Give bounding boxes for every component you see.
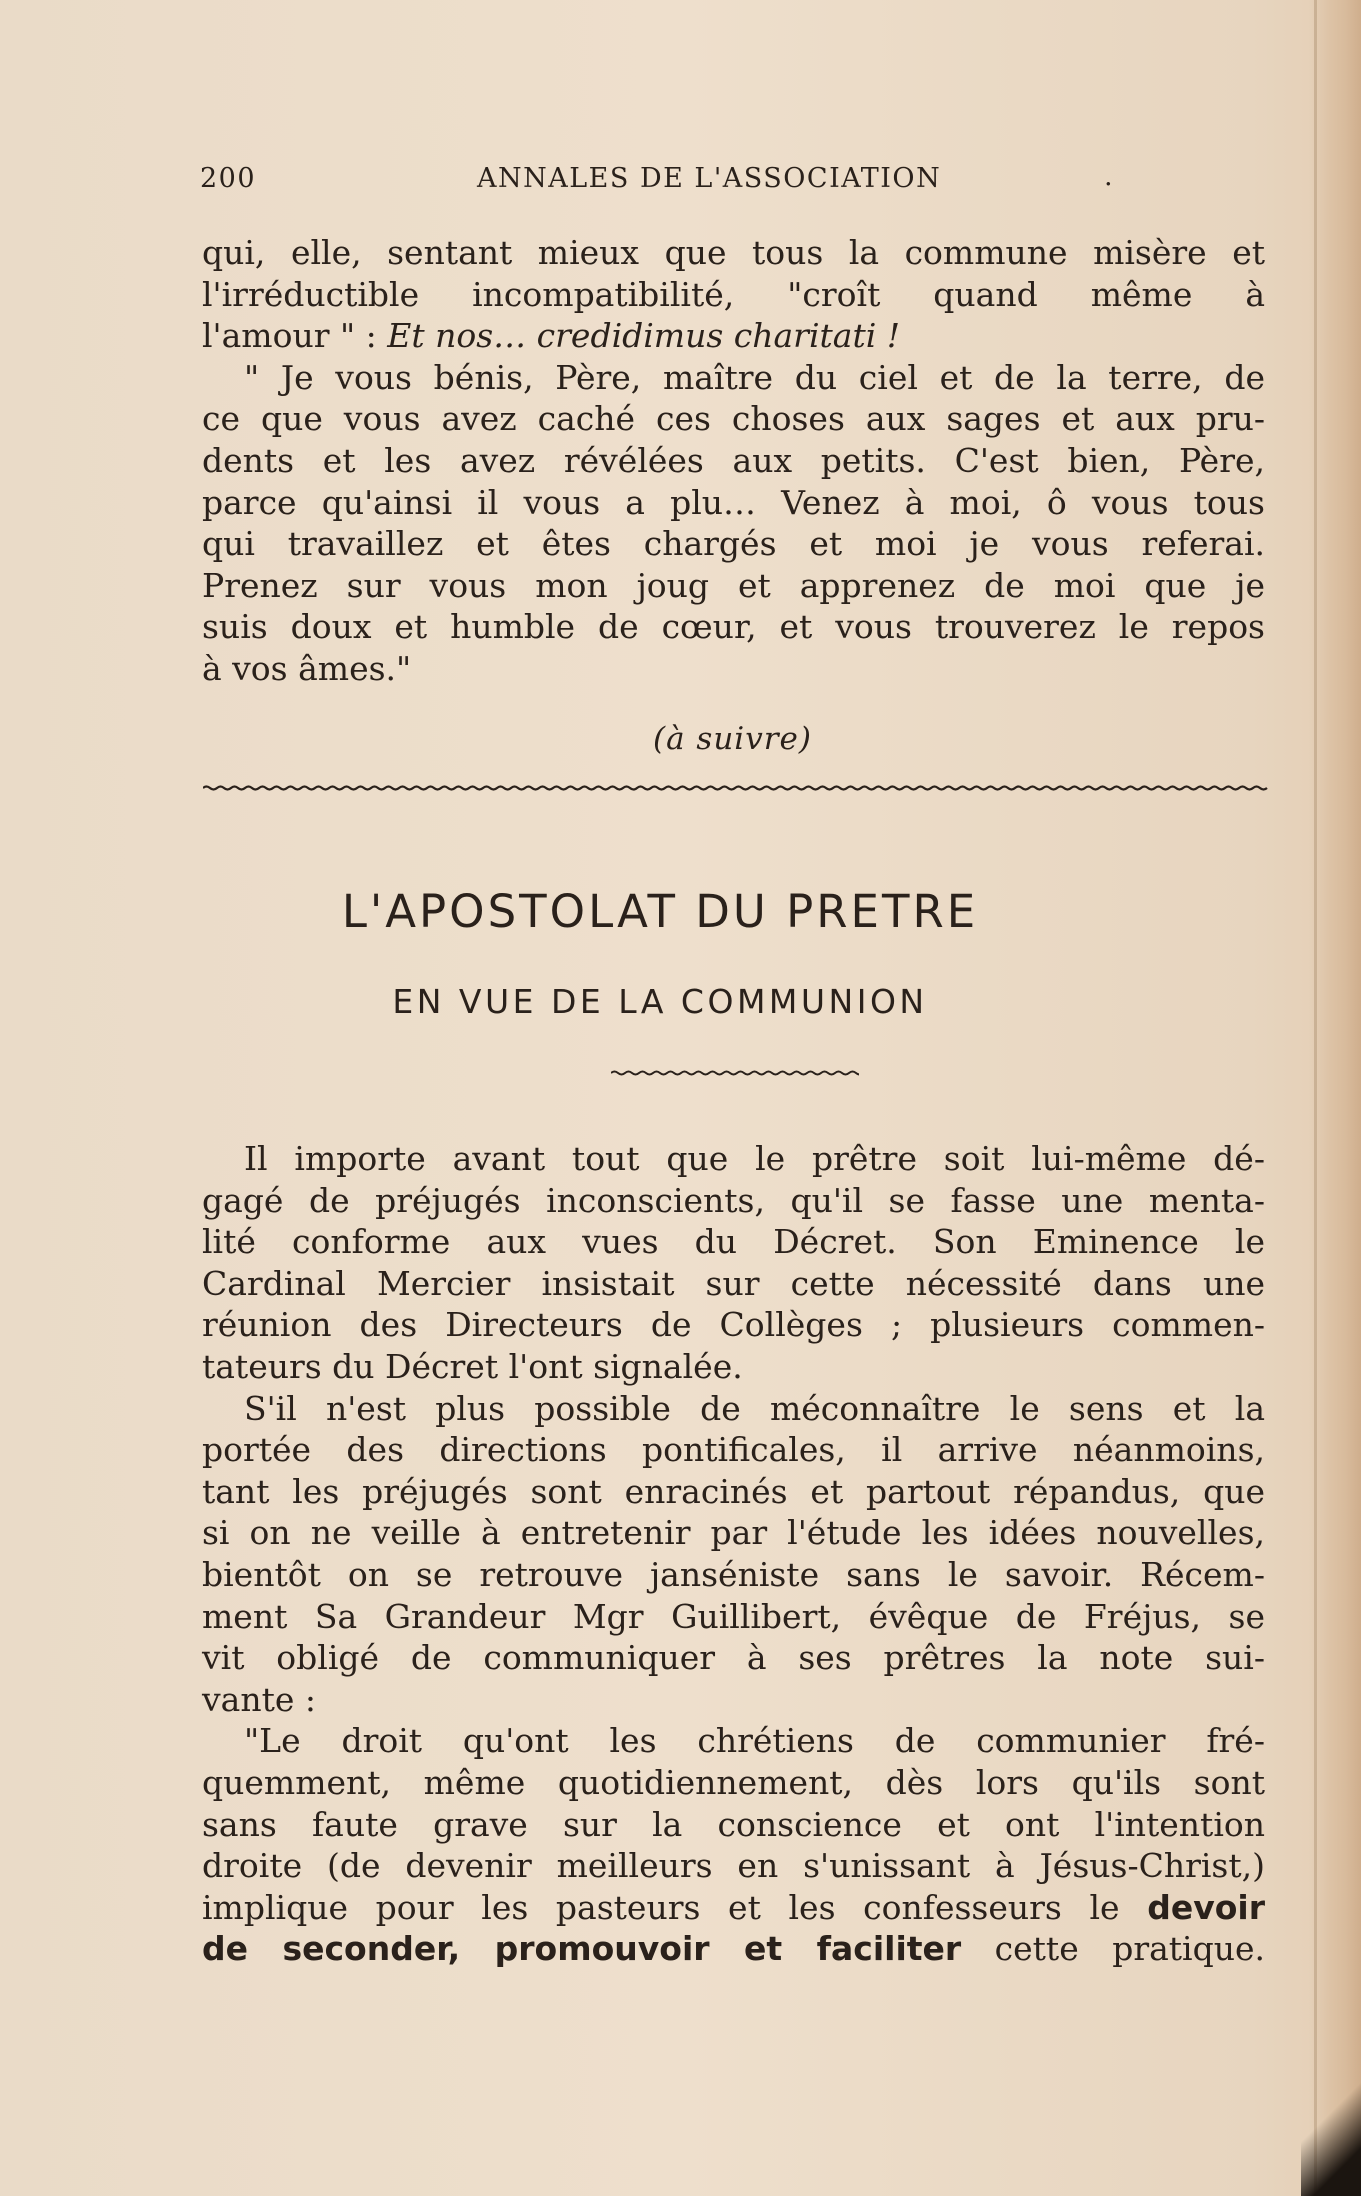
emphasis: de seconder, promouvoir et faciliter xyxy=(202,1929,962,1969)
text-line: S'il n'est plus possible de méconnaître le sens et la xyxy=(244,1388,1265,1428)
article-subtitle: EN VUE DE LA COMMUNION xyxy=(392,982,928,1021)
text-line: l'irréductible incompatibilité, "croît quand même à xyxy=(202,274,1265,314)
text-line xyxy=(202,315,1265,357)
text-line: "Le droit qu'ont les chrétiens de communier fré- xyxy=(244,1721,1265,1761)
text-line: Prenez sur vous mon joug et apprenez de moi que je xyxy=(202,565,1265,605)
text-line: si on ne veille à entretenir par l'étude les idées nouvelles, xyxy=(202,1513,1265,1553)
text-line: tateurs du Décret l'ont signalée. xyxy=(202,1346,743,1386)
article-body xyxy=(202,1138,1265,1970)
text-line: quemment, même quotidiennement, dès lors qu'ils sont xyxy=(202,1762,1265,1802)
article-title: L'APOSTOLAT DU PRETRE xyxy=(341,885,979,938)
text-line: " Je vous bénis, Père, maître du ciel et de la terre, de xyxy=(244,357,1265,397)
text-line: lité conforme aux vues du Décret. Son Eminence le xyxy=(202,1222,1265,1262)
text-line: bientôt on se retrouve janséniste sans le savoir. Récem- xyxy=(202,1554,1265,1594)
text-line: réunion des Directeurs de Collèges ; plusieurs commen- xyxy=(202,1305,1265,1345)
text-line: qui, elle, sentant mieux que tous la commune misère et xyxy=(202,233,1265,272)
page-number: 200 xyxy=(200,163,257,194)
text-line: vante : xyxy=(202,1679,316,1719)
text-line: droite (de devenir meilleurs en s'unissant à Jésus-Christ,) xyxy=(202,1846,1265,1886)
a-suivre: (à suivre) xyxy=(653,721,812,757)
text-line: ce que vous avez caché ces choses aux sages et aux pru- xyxy=(202,399,1265,439)
text-line: parce qu'ainsi il vous a plu… Venez à moi, ô vous tous xyxy=(202,482,1265,522)
page-corner-shadow xyxy=(1301,2066,1361,2196)
wavy-ornament xyxy=(611,1066,859,1080)
text-line: tant les préjugés sont enracinés et partout répandus, que xyxy=(202,1471,1265,1511)
text-line: suis doux et humble de cœur, et vous trouverez le repos xyxy=(202,607,1265,647)
text-fragment: cette pratique. xyxy=(961,1929,1265,1969)
text-line: portée des directions pontificales, il arrive néanmoins, xyxy=(202,1430,1265,1470)
text-line xyxy=(202,1887,1265,1929)
text-line: sans faute grave sur la conscience et ont l'intention xyxy=(202,1804,1265,1844)
running-title: ANNALES DE L'ASSOCIATION xyxy=(477,163,942,194)
emphasis: devoir xyxy=(1147,1887,1265,1927)
text-fragment: implique pour les pasteurs et les confesseurs le xyxy=(202,1887,1148,1927)
text-fragment: l'amour " : xyxy=(202,316,388,356)
quote-block xyxy=(202,232,1265,690)
page-edge-line xyxy=(1314,0,1317,2196)
header-dot: . xyxy=(1104,161,1115,192)
text-line xyxy=(202,1928,1265,1970)
wavy-rule xyxy=(203,780,1268,796)
text-line: vit obligé de communiquer à ses prêtres la note sui- xyxy=(202,1638,1265,1678)
text-line: Il importe avant tout que le prêtre soit lui-même dé- xyxy=(244,1139,1265,1178)
text-line: gagé de préjugés inconscients, qu'il se fasse une menta- xyxy=(202,1180,1265,1220)
text-line: Cardinal Mercier insistait sur cette nécessité dans une xyxy=(202,1263,1265,1303)
text-line: ment Sa Grandeur Mgr Guillibert, évêque de Fréjus, se xyxy=(202,1596,1265,1636)
latin-quote: Et nos… credidimus charitati ! xyxy=(387,316,901,356)
text-line: dents et les avez révélées aux petits. C'est bien, Père, xyxy=(202,440,1265,480)
text-line: à vos âmes." xyxy=(202,648,412,688)
text-line: qui travaillez et êtes chargés et moi je vous referai. xyxy=(202,524,1265,564)
